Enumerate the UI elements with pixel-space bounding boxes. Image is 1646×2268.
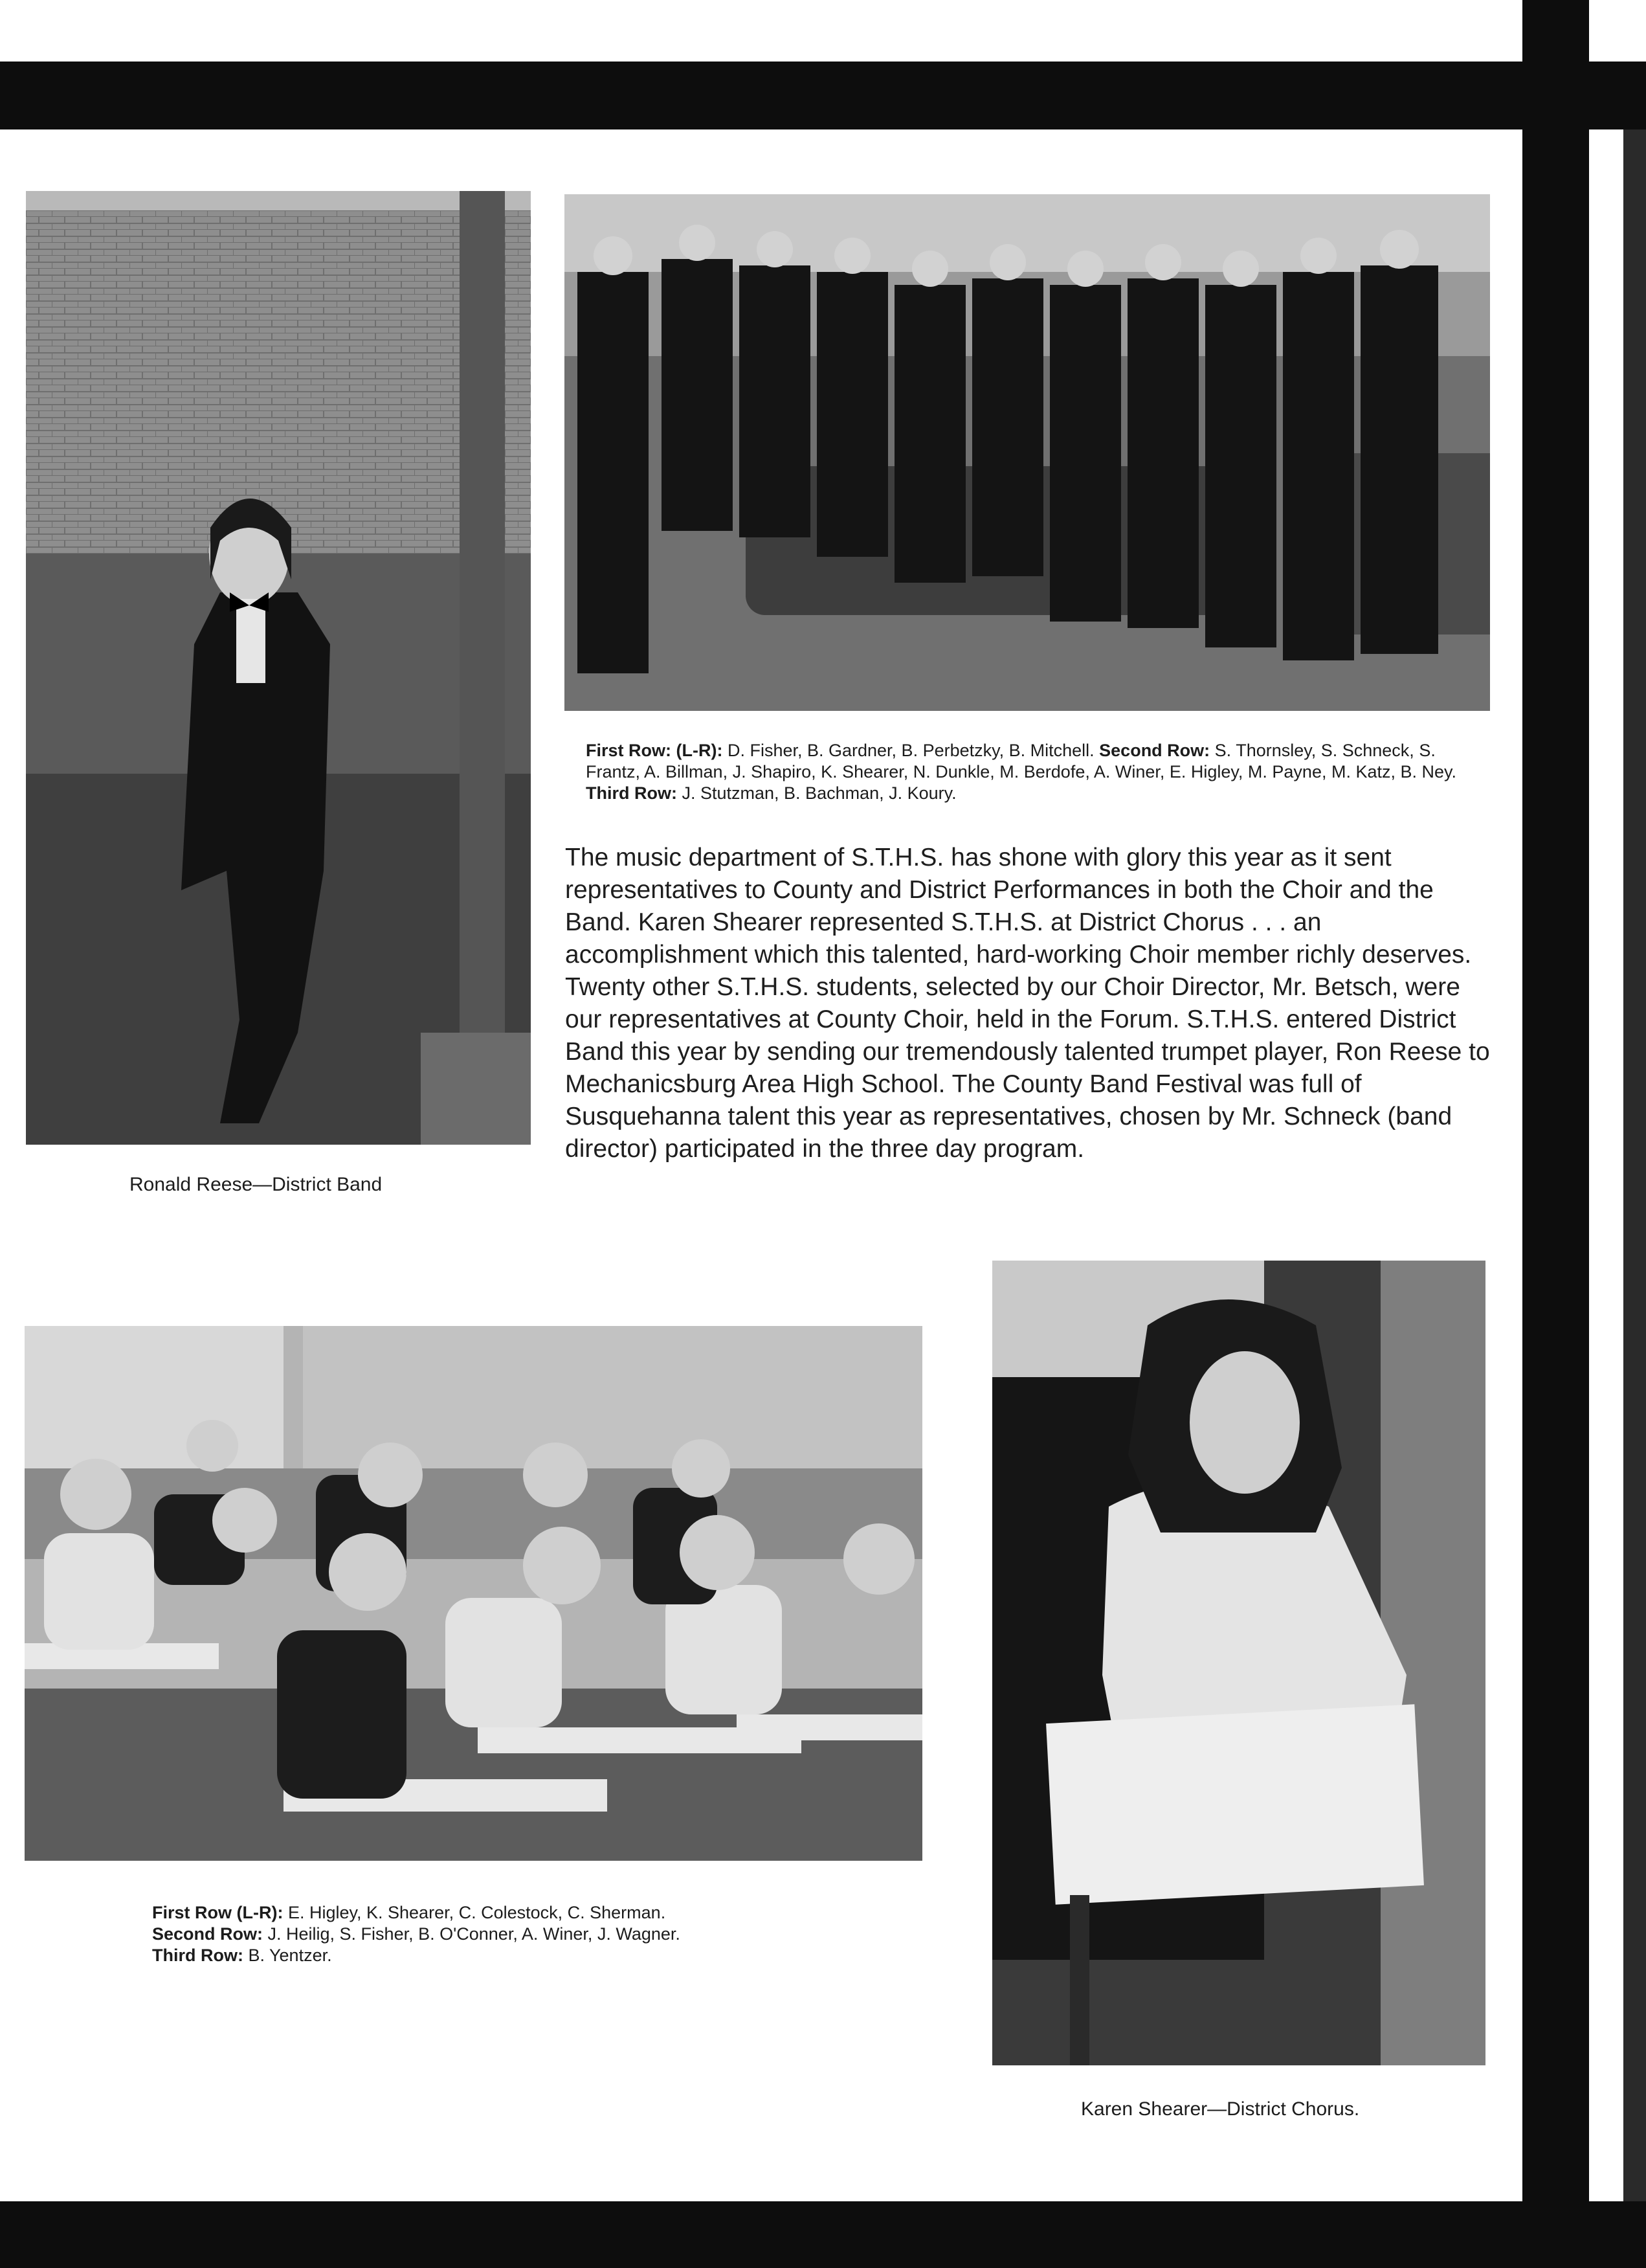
top-border <box>0 62 1646 129</box>
caption-row <box>152 1945 903 1966</box>
photo-karen-shearer <box>992 1261 1485 2065</box>
photo-choir-group <box>25 1326 922 1861</box>
caption-row-names: J. Stutzman, B. Bachman, J. Koury. <box>676 783 957 803</box>
caption-row-names: E. Higley, K. Shearer, C. Colestock, C. Sherman. <box>283 1903 666 1922</box>
right-border <box>1522 0 1589 2268</box>
photo-choir-group-caption <box>152 1902 903 1966</box>
photo-ronald-reese-caption: Ronald Reese—District Band <box>129 1174 383 1195</box>
caption-row-label: Third Row: <box>586 783 677 803</box>
caption-row-names: S. Thornsley, S. Schneck, S. Frantz, A. Billman, J. Shapiro, K. Shearer, N. Dunkle, M. Berdofe, A. Winer, E. Higley, M. Payne, M. Katz, B. Ney. <box>586 741 1457 781</box>
caption-row <box>152 1924 903 1945</box>
caption-row-names: B. Yentzer. <box>243 1946 332 1965</box>
bottom-border <box>0 2201 1646 2268</box>
photo-ronald-reese-image <box>26 191 531 1145</box>
photo-choir-group-image <box>25 1326 922 1861</box>
caption-row-names: D. Fisher, B. Gardner, B. Perbetzky, B. Mitchell. <box>722 741 1100 760</box>
caption-row-label: First Row: (L-R): <box>586 741 723 760</box>
article-body <box>565 842 1494 1165</box>
right-edge-strip <box>1623 129 1646 2201</box>
caption-row <box>152 1902 903 1924</box>
photo-band-group-image <box>564 194 1490 711</box>
caption-row-label: First Row (L-R): <box>152 1903 284 1922</box>
article-paragraph: The music department of S.T.H.S. has shone with glory this year as it sent representatives to County and District Performances in both the Choir and the Band. Karen Shearer represented S.T.H.S. at District Chorus . . . an accomplishment which this talented, hard-working Choir member richly deserves. Twenty other S.T.H.S. students, selected by our Choir Director, Mr. Betsch, were our representatives at County Choir, held in the Forum. S.T.H.S. entered District Band this year by sending our tremendously talented trumpet player, Ron Reese to Mechanicsburg Area High School. The County Band Festival was full of Susquehanna talent this year as representatives, chosen by Mr. Schneck (band director) participated in the three day program. <box>565 844 1490 1163</box>
photo-band-group <box>564 194 1490 711</box>
caption-row-label: Second Row: <box>1099 741 1210 760</box>
photo-karen-shearer-caption: Karen Shearer—District Chorus. <box>1081 2098 1360 2120</box>
caption-row-label: Third Row: <box>152 1946 243 1965</box>
caption-row-label: Second Row: <box>152 1924 263 1944</box>
caption-row-names: J. Heilig, S. Fisher, B. O'Conner, A. Winer, J. Wagner. <box>263 1924 680 1944</box>
photo-band-group-caption <box>586 740 1466 804</box>
photo-karen-shearer-image <box>992 1261 1485 2065</box>
photo-ronald-reese <box>26 191 531 1145</box>
